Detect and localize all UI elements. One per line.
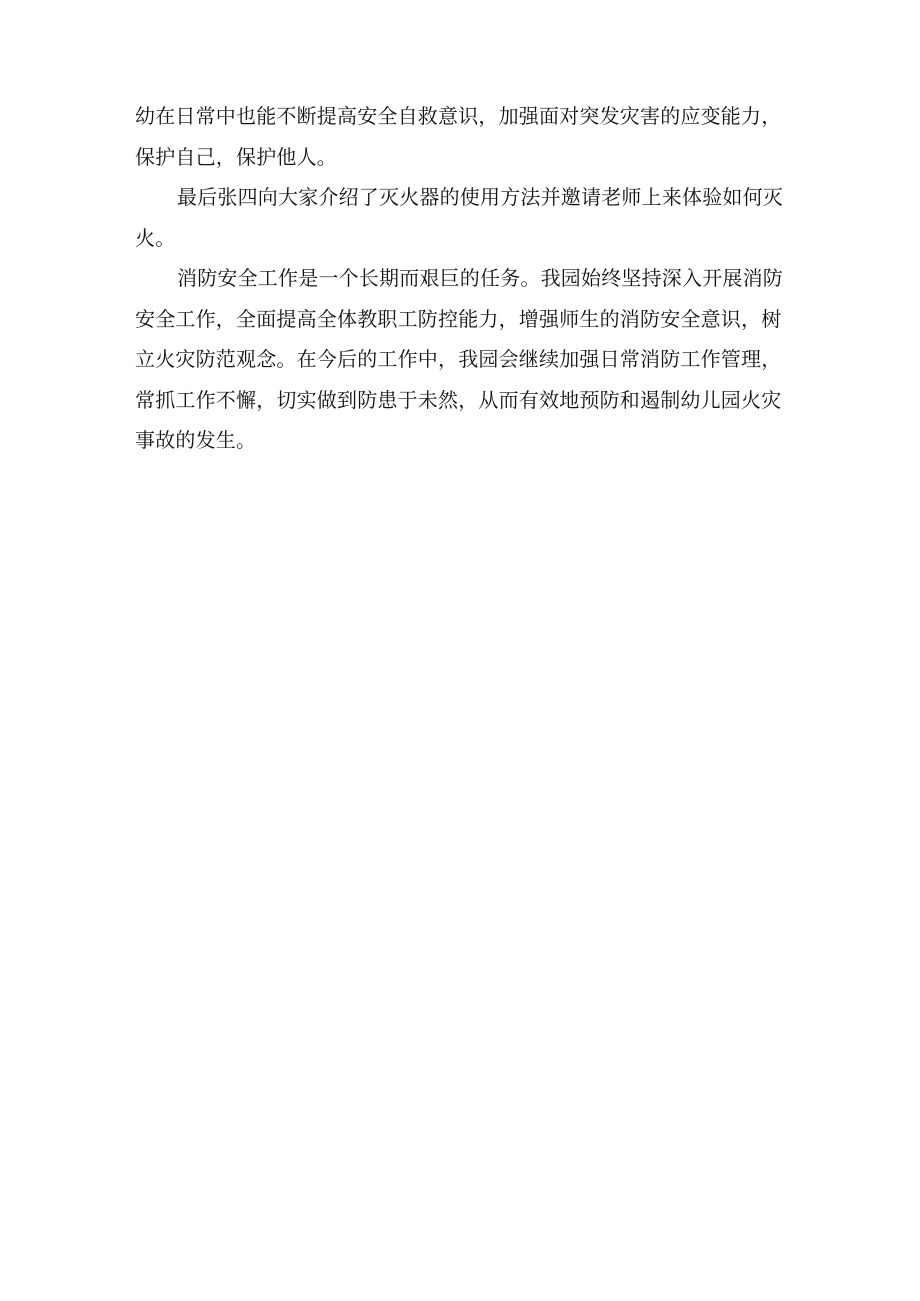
paragraph-continuation: 幼在日常中也能不断提高安全自救意识，加强面对突发灾害的应变能力，保护自己，保护他人。 (135, 104, 782, 169)
paragraph-fire-extinguisher: 最后张四向大家介绍了灭火器的使用方法并邀请老师上来体验如何灭火。 (135, 185, 783, 250)
document-body (135, 96, 800, 461)
paragraph-fire-safety-summary: 消防安全工作是一个长期而艰巨的任务。我园始终坚持深入开展消防安全工作，全面提高全体教职工防控能力，增强师生的消防安全意识，树立火灾防范观念。在今后的工作中，我园会继续加强日常消防工作管理，常抓工作不懈，切实做到防患于未然，从而有效地预防和遏制幼儿园火灾事故的发生。 (135, 266, 783, 452)
